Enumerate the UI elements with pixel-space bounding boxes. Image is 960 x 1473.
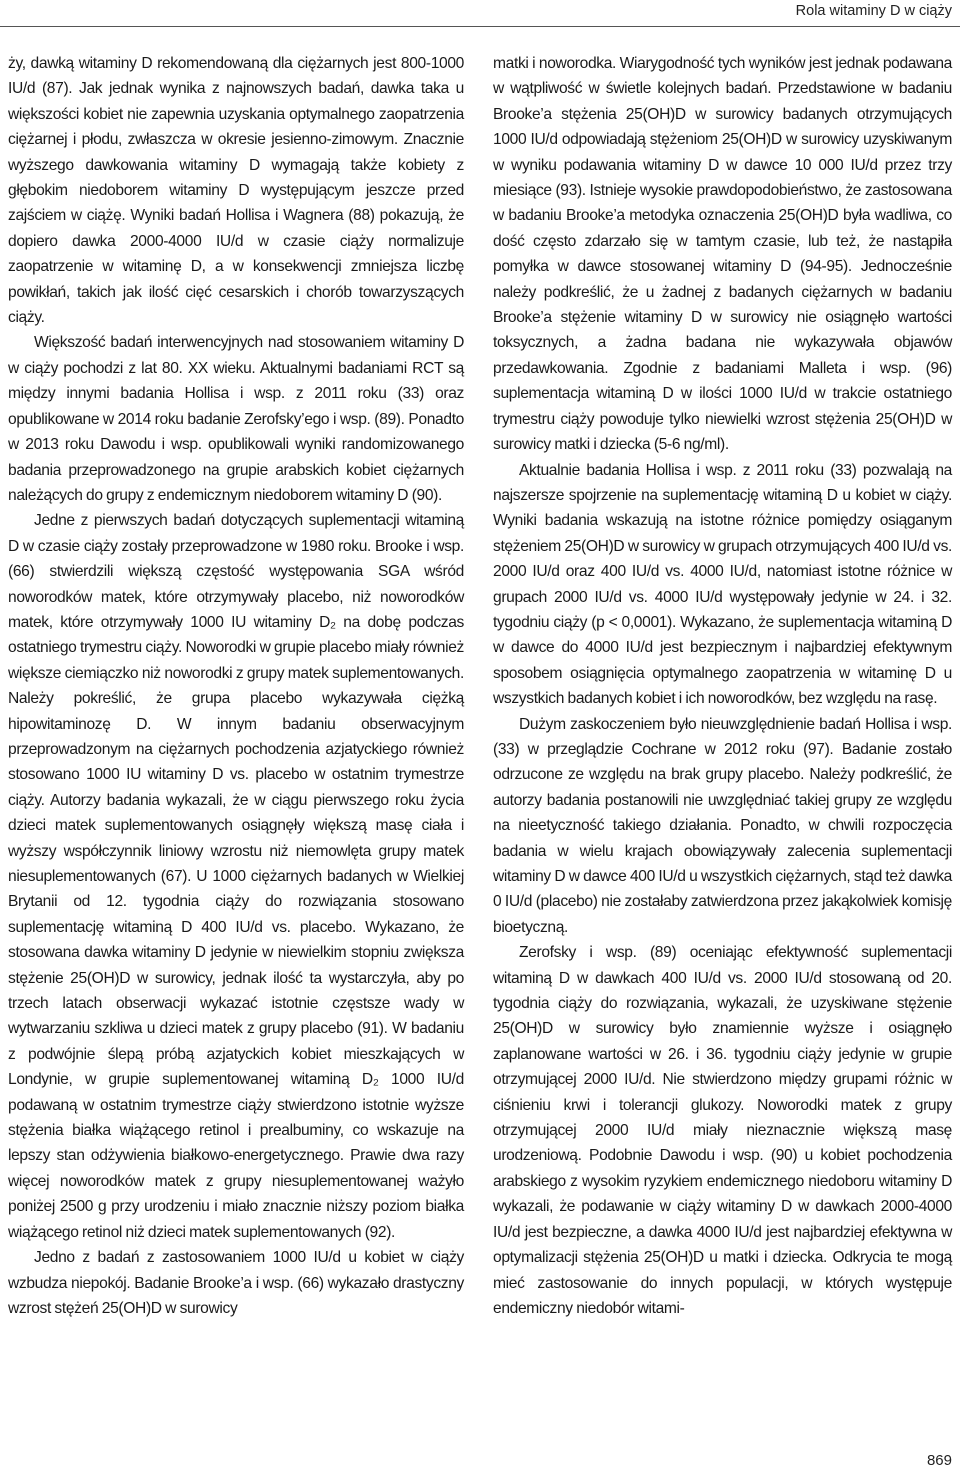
running-title: Rola witaminy D w ciąży bbox=[795, 3, 952, 19]
paragraph: Dużym zaskoczeniem było nieuwzględnienie badań Hollisa i wsp. (33) w przeglądzie Cochrane w 2012 roku (97). Badanie zostało odrzucone ze względu na brak grupy placebo. Należy podkreślić, że autorzy badania postanowili nie uwzględniać takiej grupy ze względu na nieetyczność takiego działania. Ponadto, w chwili rozpoczęcia badania w wielu krajach obowiązywały zalecenia suplementacji witaminy D w dawce 400 IU/d u wszystkich ciężarnych, stąd też dawka 0 IU/d (placebo) nie zostałaby zatwierdzona przez jakąkolwiek komisję bioetyczną. bbox=[493, 715, 952, 936]
paragraph: ży, dawką witaminy D rekomendowaną dla ciężarnych jest 800-1000 IU/d (87). Jak jednak wynika z najnowszych badań, dawka taka u większości kobiet nie zapewnia uzyskania optymalnego zaopatrzenia ciężarnej i płodu, zwłaszcza w okresie jesienno-zimowym. Znacznie wyższego dawkowania witaminy D wymagają także kobiety z głębokim niedoborem witaminy D występującym jeszcze przed zajściem w ciążę. Wyniki badań Hollisa i Wagnera (88) pokazują, że dopiero dawka 2000-4000 IU/d w czasie ciąży normalizuje zaopatrzenie w witaminę D, a w konsekwencji zmniejsza liczbę powikłań, takich jak ilość cięć cesarskich i chorób towarzyszących ciąży. bbox=[8, 55, 464, 327]
paragraph: Zerofsky i wsp. (89) oceniając efektywność suplementacji witaminą D w dawkach 400 IU/d vs. 2000 IU/d stosowaną od 20. tygodnia ciąży do rozwiązania, wykazali, że uzyskiwane stężenie 25(OH)D w surowicy było znamiennie wyższe i osiągnęło zaplanowane wartości w 26. i 36. tygodniu ciąży jedynie w grupie otrzymującej 2000 IU/d. Nie stwierdzono między grupami różnic w ciśnieniu krwi i tolerancji glukozy. Noworodki matek z grupy otrzymującej 2000 IU/d miały nieznacznie większą masę urodzeniową. Podobnie Dawodu i wsp. (90) u kobiet pochodzenia arabskiego z wysokim ryzykiem endemicznego niedoboru witaminy D wykazali, że podawanie w ciąży witaminy D w dawkach 2000-4000 IU/d jest bezpieczne, a dawka 4000 IU/d jest najbardziej efektywna w optymalizacji stężenia 25(OH)D u matki i dziecka. Odkrycia te mogą mieć zastosowanie do innych populacji, w których występuje endemiczny niedobór witami- bbox=[493, 944, 952, 1317]
right-text-column bbox=[493, 51, 952, 1321]
paragraph: matki i noworodka. Wiarygodność tych wyników jest jednak podawana w wątpliwość w świetle kolejnych badań. Przedstawione w badaniu Brooke’a stężenia 25(OH)D w surowicy badanych otrzymujących 1000 IU/d odpowiadają stężeniom 25(OH)D w surowicy uzyskiwanym w wyniku podawania witaminy D w dawce 10 000 IU/d przez trzy miesiące (93). Istnieje wysokie prawdopodobieństwo, że zastosowana w badaniu Brooke’a metodyka oznaczenia 25(OH)D była wadliwa, co dość często zdarzało się w tamtym czasie, lub też, że nastąpiła pomyłka w dawce stosowanej witaminy D (94-95). Jednocześnie należy podkreślić, że u żadnej z badanych ciężarnych w badaniu Brooke’a stężenie witaminy D w surowicy nie osiągnęło wartości toksycznych, a żadna badana nie wykazywała objawów przedawkowania. Zgodnie z badaniami Malleta i wsp. (96) suplementacja witaminą D w ilości 1000 IU/d w trakcie ostatniego trymestru ciąży powoduje tylko niewielki wzrost stężenia 25(OH)D w surowicy matki i dziecka (5-6 ng/ml). bbox=[493, 55, 952, 454]
paragraph: Jedno z badań z zastosowaniem 1000 IU/d u kobiet w ciąży wzbudza niepokój. Badanie Brooke’a i wsp. (66) wykazało drastyczny wzrost stężeń 25(OH)D w surowicy bbox=[8, 1249, 464, 1317]
paragraph: Większość badań interwencyjnych nad stosowaniem witaminy D w ciąży pochodzi z lat 80. XX wieku. Aktualnymi badaniami RCT są między innymi badania Hollisa i wsp. z 2011 roku (33) oraz opublikowane w 2014 roku badanie Zerofsky’ego i wsp. (89). Ponadto w 2013 roku Dawodu i wsp. opublikowali wyniki randomizowanego badania przeprowadzonego na grupie arabskich kobiet ciężarnych należących do grupy z endemicznym niedoborem witaminy D (90). bbox=[8, 334, 464, 504]
running-header bbox=[0, 0, 960, 30]
left-text-column bbox=[8, 51, 464, 1321]
paragraph: Aktualnie badania Hollisa i wsp. z 2011 roku (33) pozwalają na najszersze spojrzenie na suplementację witaminą D u kobiet w ciąży. Wyniki badania wskazują na istotne różnice pomiędzy osiąganym stężeniem 25(OH)D w surowicy w grupach otrzymujących 400 IU/d vs. 2000 IU/d oraz 400 IU/d vs. 4000 IU/d, natomiast istotne różnice w grupach 2000 IU/d vs. 4000 IU/d występowały jedynie w 24. i 32. tygodniu ciąży (p < 0,0001). Wykazano, że suplementacja witaminą D w dawce do 4000 IU/d jest bezpiecznym i najbardziej efektywnym sposobem osiągnięcia optymalnego zaopatrzenia w witaminę D u wszystkich badanych kobiet i ich noworodków, bez względu na rasę. bbox=[493, 461, 952, 708]
page-number: 869 bbox=[926, 1452, 952, 1469]
paragraph: Jedne z pierwszych badań dotyczących suplementacji witaminą D w czasie ciąży zostały przeprowadzone w 1980 roku. Brooke i wsp. (66) stwierdzili większą częstość występowania SGA wśród noworodków matek, które otrzymywały placebo, niż noworodków matek, które otrzymywały 1000 IU witaminy D₂ na dobę podczas ostatniego trymestru ciąży. Noworodki w grupie placebo miały również większe ciemiączko niż noworodki z grupy matek suplementowanych. Należy pokreślić, że grupa placebo wykazywała ciężką hipowitaminozę D. W innym badaniu obserwacyjnym przeprowadzonym na ciężarnych pochodzenia azjatyckiego również stosowano 1000 IU witaminy D vs. placebo w ostatnim trymestrze ciąży. Autorzy badania wykazali, że w ciągu pierwszego roku życia dzieci matek suplementowanych osiągnęły większą masę ciała i wyższy współczynnik liniowy wzrostu niż niemowlęta grupy matek niesuplementowanych (67). U 1000 ciężarnych badanych w Wielkiej Brytanii od 12. tygodnia ciąży do rozwiązania stosowano suplementację witaminą D 400 IU/d vs. placebo. Wykazano, że stosowana dawka witaminy D jedynie w niewielkim stopniu zwiększa stężenie 25(OH)D w surowicy, jednak ilość ta wystarczyła, aby po trzech latach obserwacji wykazać istotnie częstsze wady w wytwarzaniu szkliwa u dzieci matek z grupy placebo (91). W badaniu z podwójnie ślepą próbą azjatyckich kobiet mieszkających w Londynie, w grupie suplementowanej witaminą D₂ 1000 IU/d podawaną w ostatnim trymestrze ciąży stwierdzono istotnie wyższe stężenia białka wiążącego retinol i prealbuminy, co wskazuje na lepszy stan odżywienia białkowo-energetycznego. Prawie dwa razy więcej noworodków matek z grupy niesuplementowanej ważyło poniżej 2500 g przy urodzeniu i miało znacznie niższy poziom białka wiążącego retinol niż dzieci matek suplementowanych (92). bbox=[8, 512, 464, 1241]
header-rule bbox=[0, 26, 960, 27]
